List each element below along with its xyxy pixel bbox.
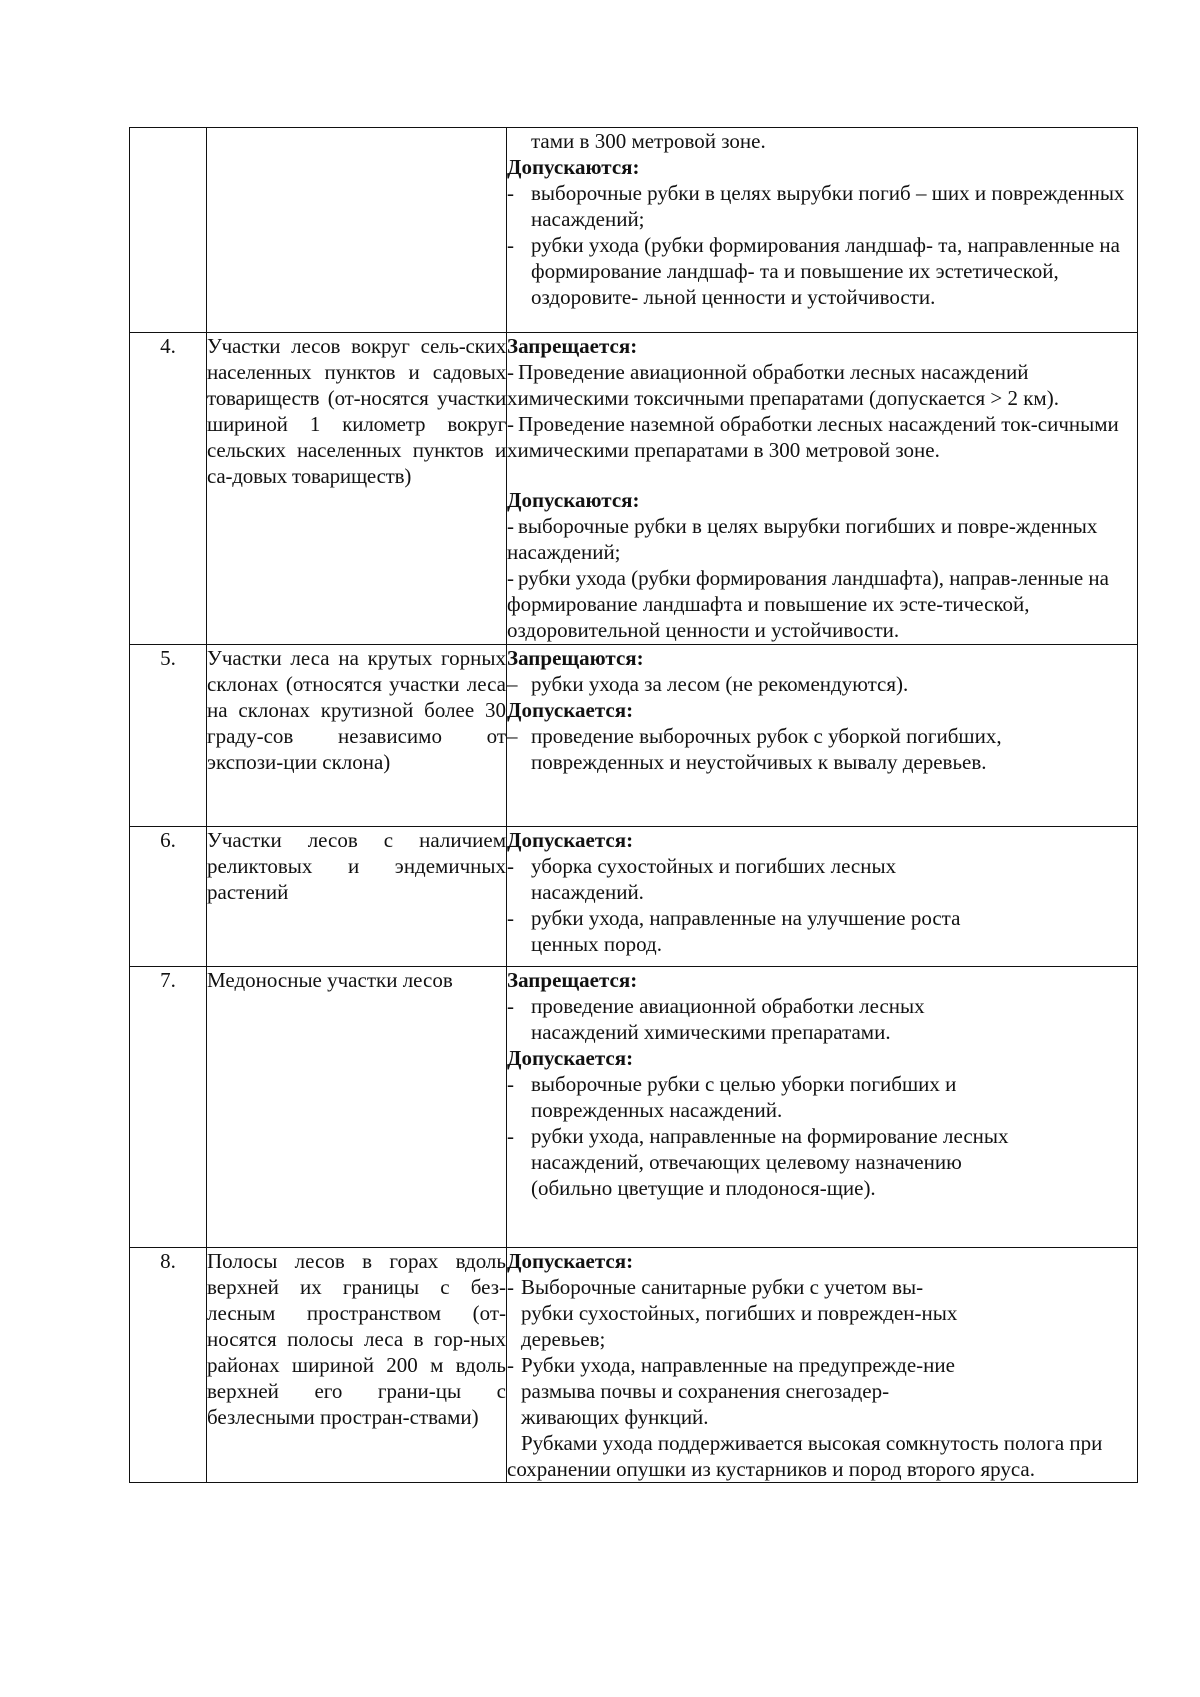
allowed-heading: Допускается: [507, 1046, 634, 1070]
allowed-heading: Допускается: [507, 698, 634, 722]
list-item: - Рубки ухода, направленные на предупрежде-ние размыва почвы и сохранения снегозадер-живающих функций. [507, 1353, 955, 1429]
rules-cell [507, 333, 1138, 645]
list-item: - Проведение наземной обработки лесных насаждений ток-сичными химическими препаратами в 300 метровой зоне. [507, 412, 1119, 462]
rules-cell [507, 827, 1138, 967]
forest-area-name: Участки лесов с наличием реликтовых и эндемичных растений [207, 827, 507, 967]
table-row [130, 827, 1138, 967]
forest-area-name: Медоносные участки лесов [207, 967, 507, 1248]
row-number: 5. [130, 645, 207, 827]
table-row [130, 1248, 1138, 1483]
table-row [130, 128, 1138, 333]
list-item: - рубки ухода (рубки формирования ландшаф- та, направленные на формирование ландшаф- та и повышение их эстетической, оздоровите- льной ценности и устойчивости. [507, 233, 1120, 309]
rules-cell [507, 1248, 1138, 1483]
table-row [130, 967, 1138, 1248]
list-item: - уборка сухостойных и погибших лесных насаждений. [507, 854, 897, 904]
prohibited-heading: Запрещается: [507, 334, 638, 358]
rules-cell [507, 645, 1138, 827]
rules-cell [507, 128, 1138, 333]
prohibited-heading: Запрещаются: [507, 646, 644, 670]
forest-area-name: Участки леса на крутых горных склонах (относятся участки леса на склонах крутизной более 30 граду-сов независимо от экспози-ции склона) [207, 645, 507, 827]
allowed-heading: Допускается: [507, 828, 634, 852]
table-row [130, 333, 1138, 645]
forest-area-name [207, 128, 507, 333]
allowed-heading: Допускаются: [507, 155, 640, 179]
row-number [130, 128, 207, 333]
row-number: 7. [130, 967, 207, 1248]
table-row [130, 645, 1138, 827]
row-number: 6. [130, 827, 207, 967]
allowed-heading: Допускается: [507, 1249, 634, 1273]
list-item: - рубки ухода, направленные на формирование лесных насаждений, отвечающих целевому назначению (обильно цветущие и плодонося-щие). [507, 1124, 1009, 1200]
list-item: - рубки ухода, направленные на улучшение роста ценных пород. [507, 906, 961, 956]
row-number: 8. [130, 1248, 207, 1483]
list-item: – проведение выборочных рубок с уборкой погибших, поврежденных и неустойчивых к вывалу деревьев. [507, 724, 1002, 774]
forest-area-name: Полосы лесов в горах вдоль верхней их границы с без-лесным пространством (от-носятся полосы леса в гор-ных районах шириной 200 м вдоль верхней его грани-цы с безлесными простран-ствами) [207, 1248, 507, 1483]
prohibited-heading: Запрещается: [507, 968, 638, 992]
rules-cell [507, 967, 1138, 1248]
forest-area-name: Участки лесов вокруг сель-ских населенных пунктов и садовых товариществ (от-носятся участки шириной 1 километр вокруг сельских населенных пунктов и са-довых товариществ) [207, 333, 507, 645]
list-item: - Проведение авиационной обработки лесных насаждений химическими токсичными препаратами (допускается > 2 км). [507, 360, 1059, 410]
list-item: - выборочные рубки с целью уборки погибших и поврежденных насаждений. [507, 1072, 957, 1122]
list-item: - проведение авиационной обработки лесных насаждений химическими препаратами. [507, 994, 925, 1044]
list-item: - рубки ухода (рубки формирования ландшафта), направ-ленные на формирование ландшафта и повышение их эсте-тической, оздоровительной ценности и устойчивости. [507, 566, 1109, 642]
spacer [507, 463, 1137, 487]
regulations-table [129, 127, 1138, 1483]
list-item: – рубки ухода за лесом (не рекомендуются). [507, 672, 909, 696]
note-text: Рубками ухода поддерживается высокая сомкнутость полога при сохранении опушки из кустарников и пород второго яруса. [507, 1431, 1103, 1481]
row-number: 4. [130, 333, 207, 645]
list-item: - Выборочные санитарные рубки с учетом вы-рубки сухостойных, погибших и поврежден-ных деревьев; [507, 1275, 958, 1351]
allowed-heading: Допускаются: [507, 488, 640, 512]
continuation-text: тами в 300 метровой зоне. [531, 129, 766, 153]
list-item: - выборочные рубки в целях вырубки погиб – ших и поврежденных насаждений; [507, 181, 1125, 231]
list-item: - выборочные рубки в целях вырубки погибших и повре-жденных насаждений; [507, 514, 1098, 564]
